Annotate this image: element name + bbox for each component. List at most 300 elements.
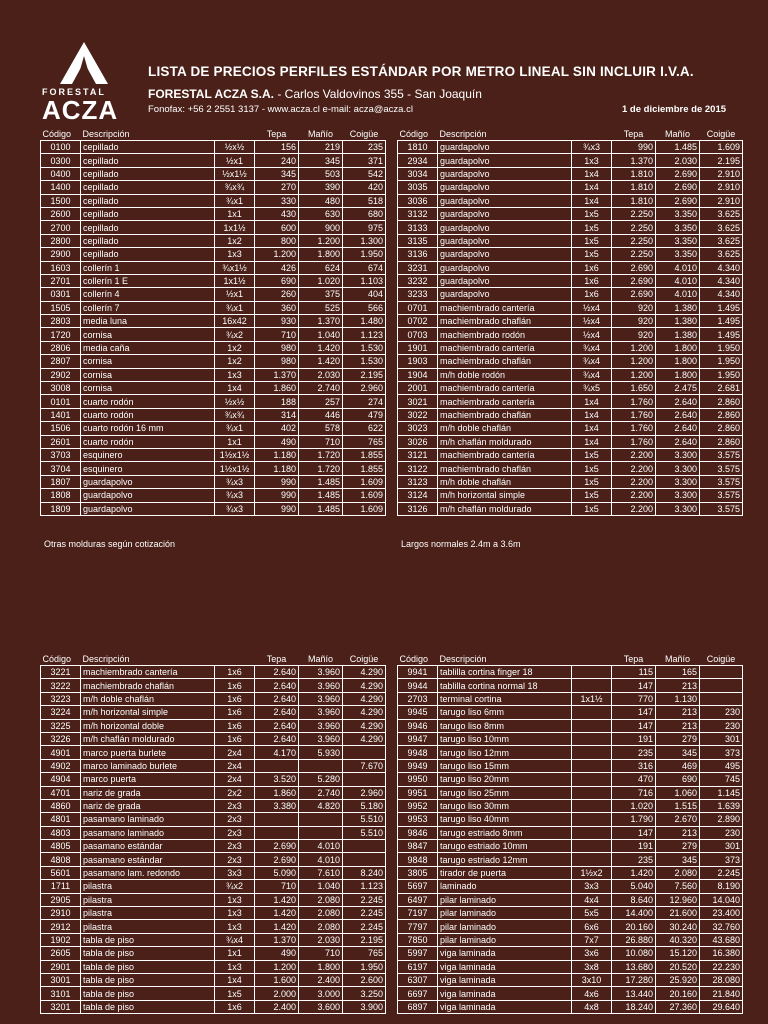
table-row — [41, 502, 386, 515]
column-header-dimension — [215, 653, 255, 666]
cell-dimension: 1x6 — [572, 288, 612, 301]
cell-price-coigue: 1.300 — [343, 234, 386, 247]
cell-dimension — [572, 799, 612, 812]
cell-code: 2803 — [41, 315, 81, 328]
cell-description: viga laminada — [438, 1000, 572, 1013]
cell-dimension: 1x6 — [572, 261, 612, 274]
table-row — [398, 301, 743, 314]
cell-description: guardapolvo — [438, 234, 572, 247]
cell-description: tabla de piso — [81, 933, 215, 946]
cell-price-tepa: 2.640 — [255, 706, 299, 719]
table-row — [41, 395, 386, 408]
cell-price-coigue: 28.080 — [700, 973, 743, 986]
cell-code: 1500 — [41, 194, 81, 207]
cell-price-tepa: 1.370 — [255, 933, 299, 946]
cell-price-manio: 3.960 — [299, 666, 343, 679]
table-row — [41, 719, 386, 732]
cell-price-coigue: 4.290 — [343, 666, 386, 679]
cell-price-manio: 2.640 — [656, 395, 700, 408]
cell-description: m/h chaflán moldurado — [438, 502, 572, 515]
cell-code: 3034 — [398, 167, 438, 180]
table-row — [398, 167, 743, 180]
cell-price-tepa: 2.640 — [255, 666, 299, 679]
cell-price-tepa: 2.250 — [612, 207, 656, 220]
cell-dimension: ¾x2 — [215, 880, 255, 893]
table-row — [398, 987, 743, 1000]
cell-code: 3001 — [41, 973, 81, 986]
cell-price-coigue: 674 — [343, 261, 386, 274]
cell-description: marco puerta — [81, 773, 215, 786]
cell-description: cornisa — [81, 382, 215, 395]
cell-price-manio: 375 — [299, 288, 343, 301]
cell-price-manio: 1.040 — [299, 880, 343, 893]
cell-code: 6697 — [398, 987, 438, 1000]
cell-price-tepa: 1.180 — [255, 462, 299, 475]
cell-price-manio: 2.080 — [299, 893, 343, 906]
cell-description: nariz de grada — [81, 786, 215, 799]
table-row — [41, 1000, 386, 1013]
cell-price-tepa: 1.200 — [255, 248, 299, 261]
cell-price-tepa: 316 — [612, 759, 656, 772]
cell-dimension: 1x4 — [572, 167, 612, 180]
cell-code: 1506 — [41, 422, 81, 435]
cell-description: tarugo liso 10mm — [438, 732, 572, 745]
price-table-2 — [397, 128, 743, 516]
cell-price-coigue: 2.860 — [700, 435, 743, 448]
table-row — [41, 866, 386, 879]
cell-price-manio: 1.485 — [299, 475, 343, 488]
cell-price-tepa: 490 — [255, 947, 299, 960]
cell-price-coigue: 5.180 — [343, 799, 386, 812]
cell-price-coigue: 5.510 — [343, 826, 386, 839]
cell-dimension: 2x3 — [215, 799, 255, 812]
cell-description: cepillado — [81, 154, 215, 167]
table-row — [41, 679, 386, 692]
cell-price-tepa: 2.690 — [612, 288, 656, 301]
cell-dimension: ½x½ — [215, 141, 255, 154]
cell-price-tepa: 2.690 — [255, 853, 299, 866]
cell-price-tepa: 330 — [255, 194, 299, 207]
cell-price-coigue: 1.145 — [700, 786, 743, 799]
cell-dimension: 1x4 — [572, 422, 612, 435]
cell-description: collerín 7 — [81, 301, 215, 314]
table-row — [398, 288, 743, 301]
cell-price-coigue: 230 — [700, 826, 743, 839]
cell-dimension: 1x4 — [572, 181, 612, 194]
cell-code: 4803 — [41, 826, 81, 839]
cell-code: 2806 — [41, 341, 81, 354]
cell-price-coigue: 2.245 — [700, 866, 743, 879]
cell-code: 9952 — [398, 799, 438, 812]
cell-dimension: 1x5 — [572, 448, 612, 461]
cell-price-coigue: 301 — [700, 732, 743, 745]
cell-price-manio — [299, 826, 343, 839]
cell-code: 6307 — [398, 973, 438, 986]
company-name: FORESTAL ACZA S.A. — [148, 87, 274, 101]
cell-price-manio: 345 — [656, 746, 700, 759]
cell-price-coigue: 3.625 — [700, 248, 743, 261]
cell-price-manio: 578 — [299, 422, 343, 435]
cell-dimension — [572, 826, 612, 839]
table-row — [398, 355, 743, 368]
cell-description: machiembrado cantería — [438, 395, 572, 408]
cell-price-coigue: 22.230 — [700, 960, 743, 973]
table-row — [398, 395, 743, 408]
cell-dimension — [572, 746, 612, 759]
cell-price-coigue: 1.480 — [343, 315, 386, 328]
table-row — [41, 746, 386, 759]
cell-code: 3132 — [398, 207, 438, 220]
cell-dimension: 1x5 — [572, 234, 612, 247]
cell-dimension: 6x6 — [572, 920, 612, 933]
cell-code: 1809 — [41, 502, 81, 515]
cell-price-tepa: 2.690 — [612, 274, 656, 287]
company-logo — [40, 40, 130, 125]
table-row — [398, 328, 743, 341]
cell-description: collerín 4 — [81, 288, 215, 301]
cell-price-manio: 900 — [299, 221, 343, 234]
column-header-description: Descripción — [439, 654, 487, 664]
cell-price-tepa: 2.250 — [612, 234, 656, 247]
company-address: - Carlos Valdovinos 355 - San Joaquín — [274, 87, 482, 101]
cell-code: 2001 — [398, 382, 438, 395]
table-row — [41, 448, 386, 461]
cell-dimension: 1x4 — [572, 435, 612, 448]
cell-price-tepa: 1.760 — [612, 435, 656, 448]
cell-price-coigue: 3.900 — [343, 1000, 386, 1013]
cell-description: guardapolvo — [438, 167, 572, 180]
cell-dimension: 1x6 — [215, 679, 255, 692]
cell-price-tepa — [255, 759, 299, 772]
cell-price-manio: 213 — [656, 706, 700, 719]
cell-description: guardapolvo — [81, 475, 215, 488]
cell-price-coigue: 420 — [343, 181, 386, 194]
cell-description: viga laminada — [438, 973, 572, 986]
table-row — [41, 947, 386, 960]
cell-price-manio: 345 — [299, 154, 343, 167]
cell-price-coigue — [343, 746, 386, 759]
cell-price-coigue: 373 — [700, 853, 743, 866]
cell-dimension: 1x1 — [215, 947, 255, 960]
cell-price-tepa: 235 — [612, 746, 656, 759]
cell-dimension: 3x3 — [215, 866, 255, 879]
cell-price-tepa: 1.420 — [255, 907, 299, 920]
cell-price-coigue: 2.195 — [700, 154, 743, 167]
cell-description: cornisa — [81, 328, 215, 341]
table-row — [398, 706, 743, 719]
table-row — [41, 221, 386, 234]
cell-price-manio: 2.030 — [656, 154, 700, 167]
cell-price-tepa: 430 — [255, 207, 299, 220]
cell-description: tabla de piso — [81, 947, 215, 960]
cell-description: tarugo liso 8mm — [438, 719, 572, 732]
cell-code: 3026 — [398, 435, 438, 448]
cell-description: pilastra — [81, 907, 215, 920]
cell-price-tepa: 2.640 — [255, 719, 299, 732]
cell-price-manio: 3.960 — [299, 706, 343, 719]
table-row — [398, 679, 743, 692]
cell-price-manio: 503 — [299, 167, 343, 180]
table-row — [41, 248, 386, 261]
cell-description: machiembrado chaflán — [438, 408, 572, 421]
cell-code: 9945 — [398, 706, 438, 719]
cell-price-coigue: 3.575 — [700, 475, 743, 488]
cell-price-coigue: 3.575 — [700, 448, 743, 461]
cell-dimension: ½x1 — [215, 288, 255, 301]
table-row — [41, 692, 386, 705]
cell-price-manio: 446 — [299, 408, 343, 421]
cell-description: machiembrado cantería — [438, 301, 572, 314]
cell-code: 1902 — [41, 933, 81, 946]
cell-code: 3223 — [41, 692, 81, 705]
cell-dimension: 1x4 — [572, 408, 612, 421]
cell-code: 9950 — [398, 773, 438, 786]
cell-description: pasamano laminado — [81, 826, 215, 839]
logo-big-text: ACZA — [42, 95, 119, 125]
column-header-coigue: Coigüe — [706, 654, 736, 664]
cell-code: 3035 — [398, 181, 438, 194]
cell-description: pilastra — [81, 893, 215, 906]
cell-price-manio: 690 — [656, 773, 700, 786]
cell-code: 0702 — [398, 315, 438, 328]
cell-price-manio: 2.030 — [299, 368, 343, 381]
cell-price-coigue: 1.609 — [343, 502, 386, 515]
cell-description: cuarto rodón — [81, 408, 215, 421]
table-row — [398, 880, 743, 893]
page-title: LISTA DE PRECIOS PERFILES ESTÁNDAR POR METRO LINEAL SIN INCLUIR I.V.A. — [148, 64, 694, 79]
cell-price-manio: 1.485 — [656, 141, 700, 154]
column-header-manio: Mañío — [664, 654, 690, 664]
cell-dimension — [572, 666, 612, 679]
table-row — [41, 933, 386, 946]
cell-code: 3021 — [398, 395, 438, 408]
cell-price-coigue: 4.340 — [700, 261, 743, 274]
cell-price-tepa: 1.760 — [612, 422, 656, 435]
cell-price-coigue: 7.670 — [343, 759, 386, 772]
table-row — [41, 840, 386, 853]
table-row — [41, 315, 386, 328]
table-row — [398, 422, 743, 435]
cell-description: machiembrado cantería — [81, 666, 215, 679]
column-header-manio: Mañío — [307, 654, 333, 664]
cell-description: tablilla cortina finger 18 — [438, 666, 572, 679]
cell-code: 3221 — [41, 666, 81, 679]
cell-code: 3121 — [398, 448, 438, 461]
table-row — [398, 853, 743, 866]
cell-price-coigue: 21.840 — [700, 987, 743, 1000]
cell-code: 3101 — [41, 987, 81, 1000]
cell-price-manio: 1.800 — [299, 248, 343, 261]
cell-price-manio: 1.040 — [299, 328, 343, 341]
cell-price-manio: 710 — [299, 435, 343, 448]
cell-dimension: 1x3 — [215, 960, 255, 973]
cell-code: 3023 — [398, 422, 438, 435]
cell-price-manio: 3.960 — [299, 732, 343, 745]
cell-code: 2902 — [41, 368, 81, 381]
cell-price-coigue: 23.400 — [700, 907, 743, 920]
cell-price-tepa: 147 — [612, 826, 656, 839]
table-row — [41, 194, 386, 207]
cell-price-manio: 1.800 — [656, 341, 700, 354]
cell-price-manio: 1.720 — [299, 462, 343, 475]
cell-price-coigue: 1.495 — [700, 301, 743, 314]
cell-price-tepa: 5.040 — [612, 880, 656, 893]
cell-dimension: 1x6 — [215, 692, 255, 705]
cell-price-manio: 40.320 — [656, 933, 700, 946]
cell-price-manio: 1.200 — [299, 234, 343, 247]
cell-dimension: 1x5 — [215, 987, 255, 1000]
cell-price-coigue: 542 — [343, 167, 386, 180]
cell-dimension: ½x½ — [215, 395, 255, 408]
cell-dimension: 1x1 — [215, 207, 255, 220]
table-row — [41, 813, 386, 826]
cell-description: terminal cortina — [438, 692, 572, 705]
cell-dimension: 2x4 — [215, 746, 255, 759]
cell-price-tepa: 235 — [612, 853, 656, 866]
cell-dimension: 1x2 — [215, 341, 255, 354]
cell-price-tepa: 1.020 — [612, 799, 656, 812]
cell-price-manio: 1.020 — [299, 274, 343, 287]
cell-price-coigue: 765 — [343, 947, 386, 960]
cell-price-tepa — [255, 826, 299, 839]
cell-dimension: 1x6 — [215, 666, 255, 679]
table-row — [398, 960, 743, 973]
table-row — [398, 933, 743, 946]
cell-price-tepa: 2.400 — [255, 1000, 299, 1013]
cell-code: 2605 — [41, 947, 81, 960]
table-row — [41, 355, 386, 368]
cell-price-manio: 3.300 — [656, 448, 700, 461]
cell-price-manio: 12.960 — [656, 893, 700, 906]
cell-code: 4904 — [41, 773, 81, 786]
table-row — [398, 181, 743, 194]
cell-price-manio: 624 — [299, 261, 343, 274]
cell-price-manio: 1.060 — [656, 786, 700, 799]
cell-price-manio: 4.010 — [299, 840, 343, 853]
cell-price-coigue: 16.380 — [700, 947, 743, 960]
cell-price-tepa: 990 — [255, 489, 299, 502]
cell-price-coigue: 1.495 — [700, 328, 743, 341]
cell-price-manio: 1.130 — [656, 692, 700, 705]
cell-dimension: 2x4 — [215, 773, 255, 786]
cell-price-coigue: 2.245 — [343, 893, 386, 906]
cell-description: m/h horizontal simple — [438, 489, 572, 502]
table-row — [398, 141, 743, 154]
cell-description: tabla de piso — [81, 1000, 215, 1013]
cell-price-tepa: 1.420 — [255, 920, 299, 933]
table-row — [41, 261, 386, 274]
cell-description: m/h chaflán moldurado — [81, 732, 215, 745]
cell-price-tepa: 1.810 — [612, 194, 656, 207]
cell-dimension: 1x1 — [215, 435, 255, 448]
cell-price-manio: 2.080 — [656, 866, 700, 879]
cell-dimension: ¾x1 — [215, 422, 255, 435]
cell-price-coigue: 495 — [700, 759, 743, 772]
cell-code: 9949 — [398, 759, 438, 772]
cell-price-manio: 2.400 — [299, 973, 343, 986]
cell-price-manio: 30.240 — [656, 920, 700, 933]
table-row — [398, 866, 743, 879]
cell-dimension: 4x8 — [572, 1000, 612, 1013]
table-row — [398, 666, 743, 679]
cell-price-tepa: 770 — [612, 692, 656, 705]
cell-price-tepa: 2.200 — [612, 462, 656, 475]
cell-dimension: 1x5 — [572, 502, 612, 515]
cell-description: pilastra — [81, 880, 215, 893]
cell-price-coigue: 1.609 — [343, 475, 386, 488]
cell-price-coigue: 518 — [343, 194, 386, 207]
cell-price-coigue: 2.245 — [343, 920, 386, 933]
table-row — [41, 706, 386, 719]
cell-price-tepa: 2.690 — [612, 261, 656, 274]
cell-dimension — [572, 853, 612, 866]
table-row — [41, 435, 386, 448]
cell-price-manio: 3.960 — [299, 692, 343, 705]
cell-price-tepa: 5.090 — [255, 866, 299, 879]
table-row — [398, 502, 743, 515]
cell-price-manio: 4.010 — [656, 261, 700, 274]
cell-dimension: 1½x1½ — [215, 462, 255, 475]
cell-price-manio: 7.610 — [299, 866, 343, 879]
table-row — [398, 221, 743, 234]
cell-description: machiembrado cantería — [438, 382, 572, 395]
cell-price-manio: 2.690 — [656, 181, 700, 194]
cell-description: tarugo liso 6mm — [438, 706, 572, 719]
cell-price-coigue: 230 — [700, 719, 743, 732]
table-row — [41, 341, 386, 354]
cell-price-coigue: 2.910 — [700, 181, 743, 194]
table-row — [398, 489, 743, 502]
cell-price-tepa: 240 — [255, 154, 299, 167]
table-row — [398, 248, 743, 261]
table-row — [398, 274, 743, 287]
cell-price-tepa: 4.170 — [255, 746, 299, 759]
table-row — [398, 893, 743, 906]
cell-code: 9947 — [398, 732, 438, 745]
cell-price-coigue: 1.530 — [343, 355, 386, 368]
cell-price-manio: 710 — [299, 947, 343, 960]
cell-price-tepa: 10.080 — [612, 947, 656, 960]
cell-price-manio: 3.350 — [656, 207, 700, 220]
cell-price-coigue: 2.195 — [343, 933, 386, 946]
cell-description: machiembrado cantería — [438, 448, 572, 461]
cell-description: tarugo liso 40mm — [438, 813, 572, 826]
tree-logo-icon — [58, 40, 110, 86]
table-row — [398, 154, 743, 167]
cell-price-coigue: 1.495 — [700, 315, 743, 328]
cell-description: guardapolvo — [438, 274, 572, 287]
table-row — [398, 341, 743, 354]
table-row — [398, 920, 743, 933]
cell-dimension — [572, 732, 612, 745]
cell-price-tepa: 360 — [255, 301, 299, 314]
cell-code: 4805 — [41, 840, 81, 853]
column-header-tepa: Tepa — [623, 654, 644, 664]
cell-description: cepillado — [81, 234, 215, 247]
cell-description: m/h chaflán moldurado — [438, 435, 572, 448]
cell-dimension: 5x5 — [572, 907, 612, 920]
cell-description: guardapolvo — [81, 489, 215, 502]
cell-price-tepa: 191 — [612, 732, 656, 745]
cell-dimension: 4x6 — [572, 987, 612, 1000]
cell-dimension: 1x5 — [572, 221, 612, 234]
cell-dimension: 1x2 — [215, 234, 255, 247]
cell-dimension: ¾x¾ — [215, 181, 255, 194]
cell-price-coigue: 235 — [343, 141, 386, 154]
cell-price-tepa: 990 — [255, 502, 299, 515]
cell-price-tepa: 2.250 — [612, 248, 656, 261]
cell-description: cepillado — [81, 141, 215, 154]
